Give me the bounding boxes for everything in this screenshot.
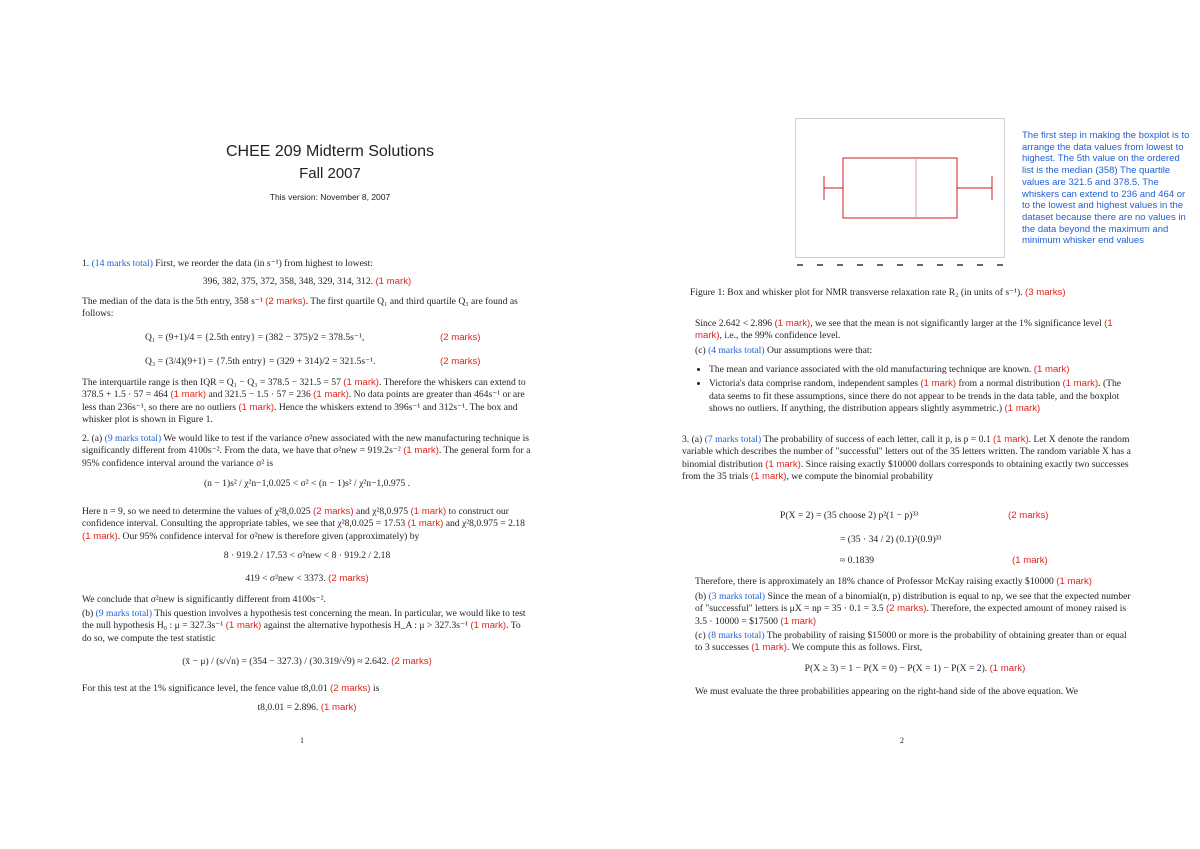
q3a-conclusion-line <box>695 576 1145 588</box>
document-subtitle: Fall 2007 <box>299 165 361 182</box>
q2b-text3: . To do so, we compute the test statistic <box>82 620 521 644</box>
q2b-statistic-mark: (2 marks) <box>391 656 432 667</box>
q3-number: 3. <box>682 434 690 445</box>
q1-intro-text: First, we reorder the data (in s⁻¹) from highest to lowest: <box>155 258 373 269</box>
q1-iqr-d: . No data points are greater than 464s⁻¹ or are less than 236s⁻¹, so there are no outliers <box>82 389 525 413</box>
q3b-label: (b) <box>695 591 707 602</box>
q2b-text2: against the alternative hypothesis H_A : μ > 327.3s⁻¹ <box>263 620 468 632</box>
q2b-conclusion <box>695 318 1135 343</box>
q1-iqr-para <box>82 377 532 426</box>
q3a-text3: . Since raising exactly $10000 dollars corresponds to obtaining exactly two successes from the 35 trials <box>682 458 1129 482</box>
boxplot-tick <box>817 264 823 266</box>
q3b-text2: . Therefore, the expected amount of money raised is 3.5 · 10000 = $17500 <box>695 603 1127 627</box>
q1-number: 1. <box>82 258 90 269</box>
boxplot-tick <box>957 264 963 266</box>
assumption-item <box>709 364 1139 376</box>
page-number-2: 2 <box>900 736 904 745</box>
q3c-equation: P(X ≥ 3) = 1 − P(X = 0) − P(X = 1) − P(X = 2). <box>804 663 988 674</box>
q3c-mark: (1 mark) <box>751 642 787 654</box>
q3c-text: The probability of raising $15000 or more is the probability of obtaining greater than or equal to 3 successes <box>695 630 1127 654</box>
q3a-para <box>682 434 1137 483</box>
q2b-mark2: (1 mark) <box>470 620 507 632</box>
q2b-label: (b) <box>82 608 94 619</box>
q2-number: 2. <box>82 433 90 444</box>
page-number-1: 1 <box>300 736 304 745</box>
q3c-text2: . We compute this as follows. First, <box>786 642 923 654</box>
q1-iqr-mark3: (1 mark) <box>313 389 349 401</box>
q1-equation-1-mark: (2 marks) <box>440 332 481 343</box>
binomial-eq-3: ≈ 0.1839 <box>840 555 875 566</box>
q2a-inequality-2: 419 < σ²new < 3373. <box>245 573 326 584</box>
q2c-marks: (4 marks total) <box>708 345 765 356</box>
q2a-mark: (1 mark) <box>403 445 439 457</box>
q3a-text: The probability of success of each letter, call it p, is p = 0.1 <box>763 434 991 445</box>
q2a-mark4: (1 mark) <box>407 518 444 530</box>
q3a-mark3: (1 mark) <box>750 470 787 482</box>
q2b-text: This question involves a hypothesis test concerning the mean. In particular, we would like to test the null hypothesis H₀ : μ = 327.3s⁻¹ <box>82 608 526 632</box>
q2b-conclusion-a: Since 2.642 < 2.896 <box>695 318 773 329</box>
q2b-conclusion-b: , we see that the mean is not significantly larger at the 1% significance level <box>810 318 1102 329</box>
q3c-label: (c) <box>695 630 706 641</box>
q1-iqr-b: . Therefore the whiskers can extend to 378.5 + 1.5 · 57 = 464 <box>82 377 526 401</box>
q2b-conclusion-mark2: (1 mark) <box>695 318 1113 342</box>
q3c-equation-mark: (1 mark) <box>989 663 1026 674</box>
q2a-text6: and χ²8,0.975 = 2.18 <box>445 518 525 530</box>
q1-iqr-mark: (1 mark) <box>343 377 380 388</box>
q2a-para <box>82 433 532 470</box>
assumption-2-mark2: (1 mark) <box>1062 378 1099 390</box>
boxplot-tick <box>937 264 943 266</box>
boxplot-figure <box>795 118 1005 268</box>
q1-median-para <box>82 296 532 321</box>
q1-equation-2: Q₃ = (3/4)(9+1) = {7.5th entry} = (329 + 314)/2 = 321.5s⁻¹. <box>145 356 376 367</box>
boxplot-tick <box>797 264 803 266</box>
q2c-text: Our assumptions were that: <box>766 345 873 356</box>
q2a-text2: . The general form for a 95% confidence interval around the variance σ² is <box>82 445 531 469</box>
q3c-para <box>695 630 1135 655</box>
q2b-marks: (9 marks total) <box>95 608 153 619</box>
assumption-2: Victoria's data comprise random, independent samples <box>709 378 918 390</box>
assumption-2c: . (The data seems to fit these assumptions, since there do not appear to be trends in the data table, and the boxplot shows no outliers. If anything, the distribution appears slightly asymmetric.) <box>709 378 1122 414</box>
q3b-mark: (2 marks) <box>885 603 927 615</box>
boxplot-tick <box>857 264 863 266</box>
binomial-eq-1-mark: (2 marks) <box>1008 510 1049 521</box>
q1-iqr-a: The interquartile range is then IQR = Q₁ − Q₃ = 378.5 − 321.5 = 57 <box>82 377 341 388</box>
q3a-mark2: (1 mark) <box>765 458 801 470</box>
q2c-label: (c) <box>695 345 706 356</box>
q3a-label: (a) <box>691 434 703 445</box>
q2a-inequality-1: 8 · 919.2 / 17.53 < σ²new < 8 · 919.2 / 2.18 <box>223 550 391 561</box>
q2a-mark5: (1 mark) <box>82 530 118 542</box>
q3b-para <box>695 591 1135 628</box>
assumption-2-mark: (1 mark) <box>920 378 957 390</box>
figure-caption-mark: (3 marks) <box>1025 287 1066 298</box>
binomial-eq-3-mark: (1 mark) <box>1012 555 1048 566</box>
boxplot-tick <box>977 264 983 266</box>
page-2 <box>600 0 1200 849</box>
figure-caption: Figure 1: Box and whisker plot for NMR transverse relaxation rate R₂ (in units of s⁻¹). <box>690 287 1023 298</box>
q3c-marks: (8 marks total) <box>708 630 765 641</box>
q2b-para <box>82 608 532 645</box>
q1-iqr-mark4: (1 mark) <box>238 401 275 413</box>
assumption-1-mark: (1 mark) <box>1033 364 1070 375</box>
q3a-conclusion-mark: (1 mark) <box>1056 576 1092 587</box>
q2a-inequality-2-line <box>82 573 532 585</box>
figure-caption-line <box>690 287 1140 299</box>
q3c-equation-line <box>695 663 1135 675</box>
version-line: This version: November 8, 2007 <box>269 192 391 202</box>
q1-median: The median of the data is the 5th entry, 358 s⁻¹ <box>82 296 263 307</box>
q1-data: 396, 382, 375, 372, 358, 348, 329, 314, 312. <box>202 276 374 287</box>
q2c-intro <box>695 345 1135 357</box>
q3a-text4: , we compute the binomial probability <box>786 470 934 482</box>
q2a-conclusion: We conclude that σ²new is significantly different from 4100s⁻². <box>82 594 326 605</box>
q1-iqr-e: . Hence the whiskers extend to 396s⁻¹ and 312s⁻¹. The box and whisker plot is shown in Figure 1. <box>82 401 518 425</box>
q2a-mark3: (1 mark) <box>410 506 447 517</box>
q1-equation-2-mark: (2 marks) <box>440 356 481 367</box>
q2b-mark: (1 mark) <box>225 620 262 632</box>
q2b-fence-mark: (2 marks) <box>330 683 371 694</box>
q2a-para2 <box>82 506 532 543</box>
q3a-marks: (7 marks total) <box>704 434 762 445</box>
q2a-text5: to construct our confidence interval. Consulting the appropriate tables, we see that χ²8,0.025 = 17.53 <box>82 506 509 530</box>
q2a-text: We would like to test if the variance σ²new associated with the new manufacturing technique is significantly different from 4100s⁻². From the data, we have that σ²new = 919.2s⁻² <box>82 433 529 457</box>
q3b-text: Since the mean of a binomial(n, p) distribution is equal to np, we see that the expected number of "successful" letters is μX = np = 35 · 0.1 = 3.5 <box>695 591 1131 615</box>
q2a-text3: Here n = 9, so we need to determine the values of χ²8,0.025 <box>82 506 311 517</box>
assumption-2-mark3: (1 mark) <box>1004 402 1041 414</box>
q1-iqr-c: and 321.5 − 1.5 · 57 = 236 <box>208 389 311 401</box>
assumption-1: The mean and variance associated with the old manufacturing technique are known. <box>709 364 1032 375</box>
q2a-marks: (9 marks total) <box>104 433 162 444</box>
q1-marks: (14 marks total) <box>91 258 153 269</box>
binomial-eq-1: P(X = 2) = (35 choose 2) p²(1 − p)³³ <box>780 510 919 521</box>
q2b-t-mark: (1 mark) <box>320 702 357 713</box>
document-title: CHEE 209 Midterm Solutions <box>225 143 435 160</box>
boxplot-tick <box>837 264 843 266</box>
assumption-2b: from a normal distribution <box>958 378 1061 390</box>
boxplot-axis-ticks <box>797 264 1003 266</box>
q3b-mark2: (1 mark) <box>780 615 817 627</box>
q1-data-mark: (1 mark) <box>375 276 412 287</box>
boxplot-tick <box>997 264 1003 266</box>
q2a-mark2: (2 marks) <box>313 506 354 517</box>
q1-data-line <box>82 276 532 288</box>
q3c-last-line: We must evaluate the three probabilities appearing on the right-hand side of the above equation. We <box>695 686 1078 697</box>
binomial-eq-2: = (35 · 34 / 2) (0.1)²(0.9)³³ <box>840 534 942 545</box>
q2a-inequality-2-mark: (2 marks) <box>328 573 369 584</box>
assumption-list <box>695 364 1139 415</box>
q1-median-rest: . The first quartile Q₁ and third quartile Q₃ are found as follows: <box>82 296 518 320</box>
boxplot-tick <box>917 264 923 266</box>
q2a-label: (a) <box>91 433 103 444</box>
boxplot-tick <box>877 264 883 266</box>
q2a-text7: . Our 95% confidence interval for σ²new is therefore given (approximately) by <box>117 530 420 542</box>
q3a-conclusion: Therefore, there is approximately an 18% chance of Professor McKay raising exactly $10000 <box>695 576 1054 587</box>
q1-equation-1: Q₁ = (9+1)/4 = {2.5th entry} = (382 − 375)/2 = 378.5s⁻¹, <box>145 332 365 343</box>
q3a-text2: . Let X denote the random variable which describes the number of "successful" letters out of the 35 letters written. The random variable X has a binomial distribution <box>682 434 1131 470</box>
boxplot-tick <box>897 264 903 266</box>
q2b-fence-is: is <box>372 683 380 694</box>
q3a-mark: (1 mark) <box>993 434 1029 445</box>
q2b-t-value: t8,0.01 = 2.896. <box>257 702 319 713</box>
boxplot-annotation: The first step in making the boxplot is to arrange the data values from lowest to highest. The 5th value on the ordered list is the median (358) The quartile values are 321.5 and 378.5. The whiskers can extend to 236 and 464 or to the lowest and highest values in the dataset because there are no values in the data beyond the maximum and minimum whisker end values <box>1022 130 1190 247</box>
q2b-conclusion-c: , i.e., the 99% confidence level. <box>719 330 841 342</box>
q2b-statistic-line <box>82 656 532 668</box>
q2b-fence: For this test at the 1% significance level, the fence value t8,0.01 <box>82 683 328 694</box>
q1-iqr-mark2: (1 mark) <box>170 389 207 401</box>
q2b-conclusion-mark: (1 mark) <box>774 318 811 329</box>
q2b-t-line <box>82 702 532 714</box>
q3b-marks: (3 marks total) <box>708 591 766 602</box>
q2a-text4: and χ²8,0.975 <box>355 506 409 517</box>
q2b-statistic: (x̄ − μ) / (s/√n) = (354 − 327.3) / (30.319/√9) ≈ 2.642. <box>182 656 389 667</box>
q2a-ci: (n − 1)s² / χ²n−1,0.025 < σ² < (n − 1)s² / χ²n−1,0.975 . <box>203 478 411 489</box>
q2b-fence-line <box>82 683 532 695</box>
q1-median-mark: (2 marks) <box>265 296 306 307</box>
assumption-item <box>709 378 1139 415</box>
q1-intro <box>82 258 532 270</box>
